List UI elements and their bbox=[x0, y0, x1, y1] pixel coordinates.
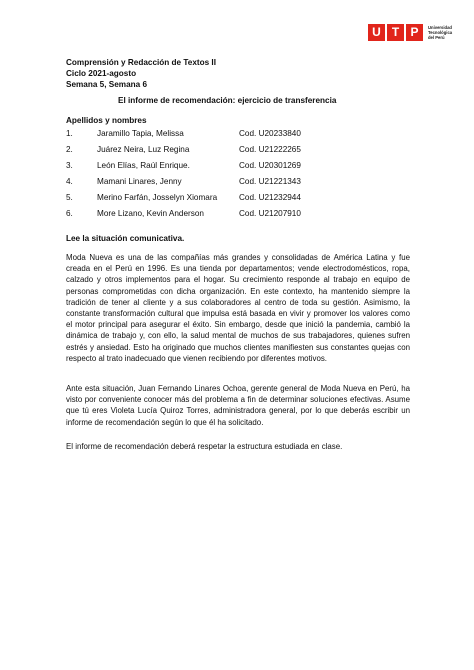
student-name: Jaramillo Tapia, Melissa bbox=[97, 129, 184, 138]
list-item bbox=[66, 145, 426, 161]
student-number: 2. bbox=[66, 145, 73, 154]
student-code: Cod. U21221343 bbox=[239, 177, 301, 186]
document-title: El informe de recomendación: ejercicio de transferencia bbox=[118, 96, 337, 105]
student-name: More Lizano, Kevin Anderson bbox=[97, 209, 204, 218]
student-name: Mamani Linares, Jenny bbox=[97, 177, 182, 186]
logo-caption-line: Universidad bbox=[428, 25, 452, 30]
student-name: Merino Farfán, Josselyn Xiomara bbox=[97, 193, 218, 202]
paragraph-situation: Moda Nueva es una de las compañías más grandes y consolidadas de América Latina y fue creada en el Perú en 1996. Es una tienda por departamentos; vende electrodomésticos, ropa, calzado y otros implementos para el hogar. Su crecimiento responde al trabajo en equipo de personas comprometidas con dicha organización. En este contexto, ha mantenido siempre la tradición de tener al cliente y a sus colaboradores al centro de toda su gestión. Asimismo, la constante transformación cultural que impulsa está basada en vivir y promover los valores como el motor principal para asegurar el éxito. Sin embargo, desde que inició la pandemia, cambió la dinámica de trabajo y, con ello, la salud mental de muchos de sus trabajadores, quienes sufren estrés y ansiedad. Esto ha originado que muchos clientes manifiesten sus constantes quejas con respecto al trato inadecuado que vienen recibiendo por diferentes motivos. bbox=[66, 253, 410, 363]
student-code: Cod. U21207910 bbox=[239, 209, 301, 218]
list-item bbox=[66, 161, 426, 177]
list-item bbox=[66, 129, 426, 145]
logo-letter-u: U bbox=[368, 24, 385, 41]
paragraph-structure: El informe de recomendación deberá respetar la estructura estudiada en clase. bbox=[66, 442, 343, 451]
student-code: Cod. U20233840 bbox=[239, 129, 301, 138]
student-name: Juárez Neira, Luz Regina bbox=[97, 145, 190, 154]
student-number: 3. bbox=[66, 161, 73, 170]
student-number: 6. bbox=[66, 209, 73, 218]
student-code: Cod. U20301269 bbox=[239, 161, 301, 170]
student-number: 5. bbox=[66, 193, 73, 202]
list-item bbox=[66, 209, 426, 225]
utp-logo bbox=[368, 24, 452, 41]
logo-caption-line: Tecnológica bbox=[428, 30, 453, 35]
student-code: Cod. U21222265 bbox=[239, 145, 301, 154]
logo-caption bbox=[428, 25, 452, 40]
list-item bbox=[66, 193, 426, 209]
list-item bbox=[66, 177, 426, 193]
situation-heading: Lee la situación comunicativa. bbox=[66, 234, 185, 243]
student-number: 4. bbox=[66, 177, 73, 186]
week: Semana 5, Semana 6 bbox=[66, 80, 148, 89]
student-name: León Elías, Raúl Enrique. bbox=[97, 161, 190, 170]
student-code: Cod. U21232944 bbox=[239, 193, 301, 202]
paragraph-task: Ante esta situación, Juan Fernando Linares Ochoa, gerente general de Moda Nueva en Perú, ha visto por conveniente conocer más del problema a fin de determinar soluciones efectivas. Asume que tú eres Violeta Lucía Quiroz Torres, administradora general, por lo que deberás escribir un informe de recomendación según lo que él ha solicitado. bbox=[66, 384, 410, 427]
cycle: Ciclo 2021-agosto bbox=[66, 69, 137, 78]
logo-letter-t: T bbox=[387, 24, 404, 41]
student-number: 1. bbox=[66, 129, 73, 138]
students-list bbox=[66, 129, 426, 225]
logo-caption-line: del Perú bbox=[428, 35, 445, 40]
document-header bbox=[66, 57, 216, 90]
course-name: Comprensión y Redacción de Textos II bbox=[66, 58, 216, 67]
logo-letter-p: P bbox=[406, 24, 423, 41]
students-heading: Apellidos y nombres bbox=[66, 116, 147, 125]
